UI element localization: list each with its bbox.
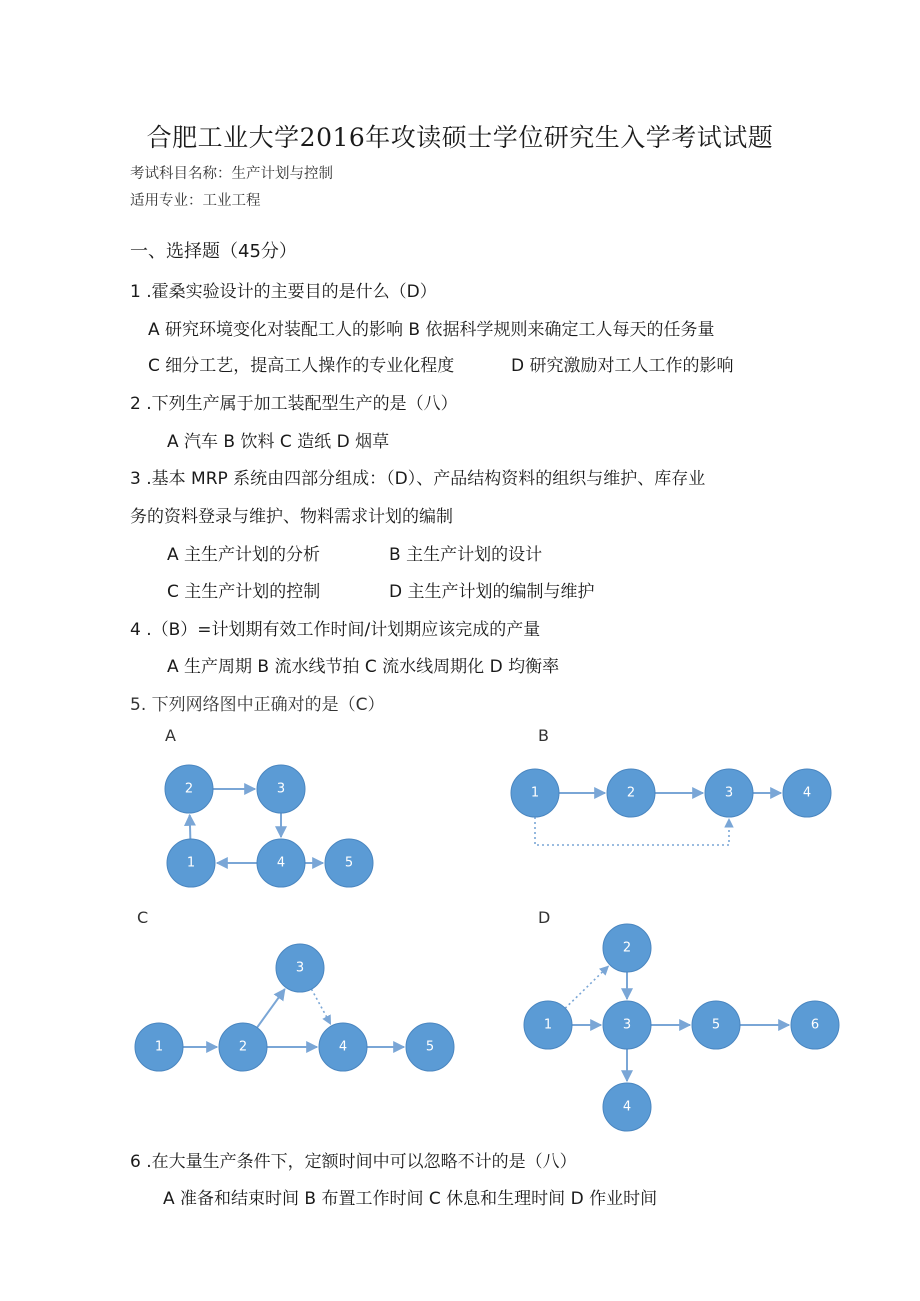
question-3-option-a: A 主生产计划的分析 [167, 545, 321, 565]
graph-b-node-3-label: 3 [724, 785, 734, 801]
graph-d-node-2 [603, 924, 651, 972]
graph-d-node-4 [603, 1083, 651, 1131]
graph-a-node-3-label: 3 [276, 781, 286, 797]
question-4-stem: 4 .（B）=计划期有效工作时间/计划期应该完成的产量 [130, 620, 541, 640]
question-1-options-line1: A 研究环境变化对装配工人的影响 B 依据科学规则来确定工人每天的任务量 [148, 320, 715, 340]
graph-d-edge-1-2 [565, 966, 608, 1008]
applicable-major: 适用专业：工业工程 [130, 193, 261, 209]
section-title: 一、选择题（45分） [130, 241, 297, 262]
graph-c-label: C [137, 908, 149, 927]
question-1-option-c: C 细分工艺，提高工人操作的专业化程度 [148, 356, 455, 376]
graph-d-node-6 [791, 1001, 839, 1049]
graph-d-node-4-label: 4 [622, 1099, 632, 1115]
graph-d-node-6-label: 6 [810, 1017, 820, 1033]
graph-d-node-3-label: 3 [622, 1017, 632, 1033]
graph-b-node-1-label: 1 [530, 785, 540, 801]
graph-c-node-4-label: 4 [338, 1039, 348, 1055]
question-4-options: A 生产周期 B 流水线节拍 C 流水线周期化 D 均衡率 [167, 657, 560, 677]
graph-c-node-5-label: 5 [425, 1039, 435, 1055]
exam-title: 合肥工业大学2016年攻读硕士学位研究生入学考试试题 [146, 123, 774, 152]
graph-a-node-1-label: 1 [186, 855, 196, 871]
graph-a-node-4-label: 4 [276, 855, 286, 871]
graph-c-node-2-label: 2 [238, 1039, 248, 1055]
question-1-option-d: D 研究激励对工人工作的影响 [511, 356, 734, 376]
question-3-stem-line2: 务的资料登录与维护、物料需求计划的编制 [130, 507, 453, 527]
graph-c-node-1-label: 1 [154, 1039, 164, 1055]
question-3-option-c: C 主生产计划的控制 [167, 582, 321, 602]
question-5-stem: 5. 下列网络图中正确对的是（C） [130, 695, 385, 715]
graph-d-node-1 [524, 1001, 572, 1049]
question-2-options: A 汽车 B 饮料 C 造纸 D 烟草 [167, 432, 390, 452]
question-1-stem: 1 .霍桑实验设计的主要目的是什么（D） [130, 282, 437, 302]
graph-a-node-2-label: 2 [184, 781, 194, 797]
graph-d-node-1-label: 1 [543, 1017, 553, 1033]
graph-d-node-5 [692, 1001, 740, 1049]
question-6-stem: 6 .在大量生产条件下，定额时间中可以忽略不计的是（八） [130, 1152, 577, 1172]
question-3-option-b: B 主生产计划的设计 [389, 545, 543, 565]
graph-b-label: B [538, 726, 549, 745]
graph-a-node-5-label: 5 [344, 855, 354, 871]
subject-name: 考试科目名称：生产计划与控制 [130, 166, 333, 182]
question-2-stem: 2 .下列生产属于加工装配型生产的是（八） [130, 394, 458, 414]
question-6-options: A 准备和结束时间 B 布置工作时间 C 休息和生理时间 D 作业时间 [163, 1189, 658, 1209]
graph-c-node-3-label: 3 [295, 960, 305, 976]
question-3-option-d: D 主生产计划的编制与维护 [389, 582, 595, 602]
graph-b-node-4-label: 4 [802, 785, 812, 801]
graph-d-node-5-label: 5 [711, 1017, 721, 1033]
graph-b-node-2-label: 2 [626, 785, 636, 801]
question-3-stem-line1: 3 .基本 MRP 系统由四部分组成：（D）、产品结构资料的组织与维护、库存业 [130, 469, 706, 489]
graph-d-label: D [538, 908, 551, 927]
graph-d-node-3 [603, 1001, 651, 1049]
graph-d-node-2-label: 2 [622, 940, 632, 956]
graph-a-label: A [165, 726, 176, 745]
